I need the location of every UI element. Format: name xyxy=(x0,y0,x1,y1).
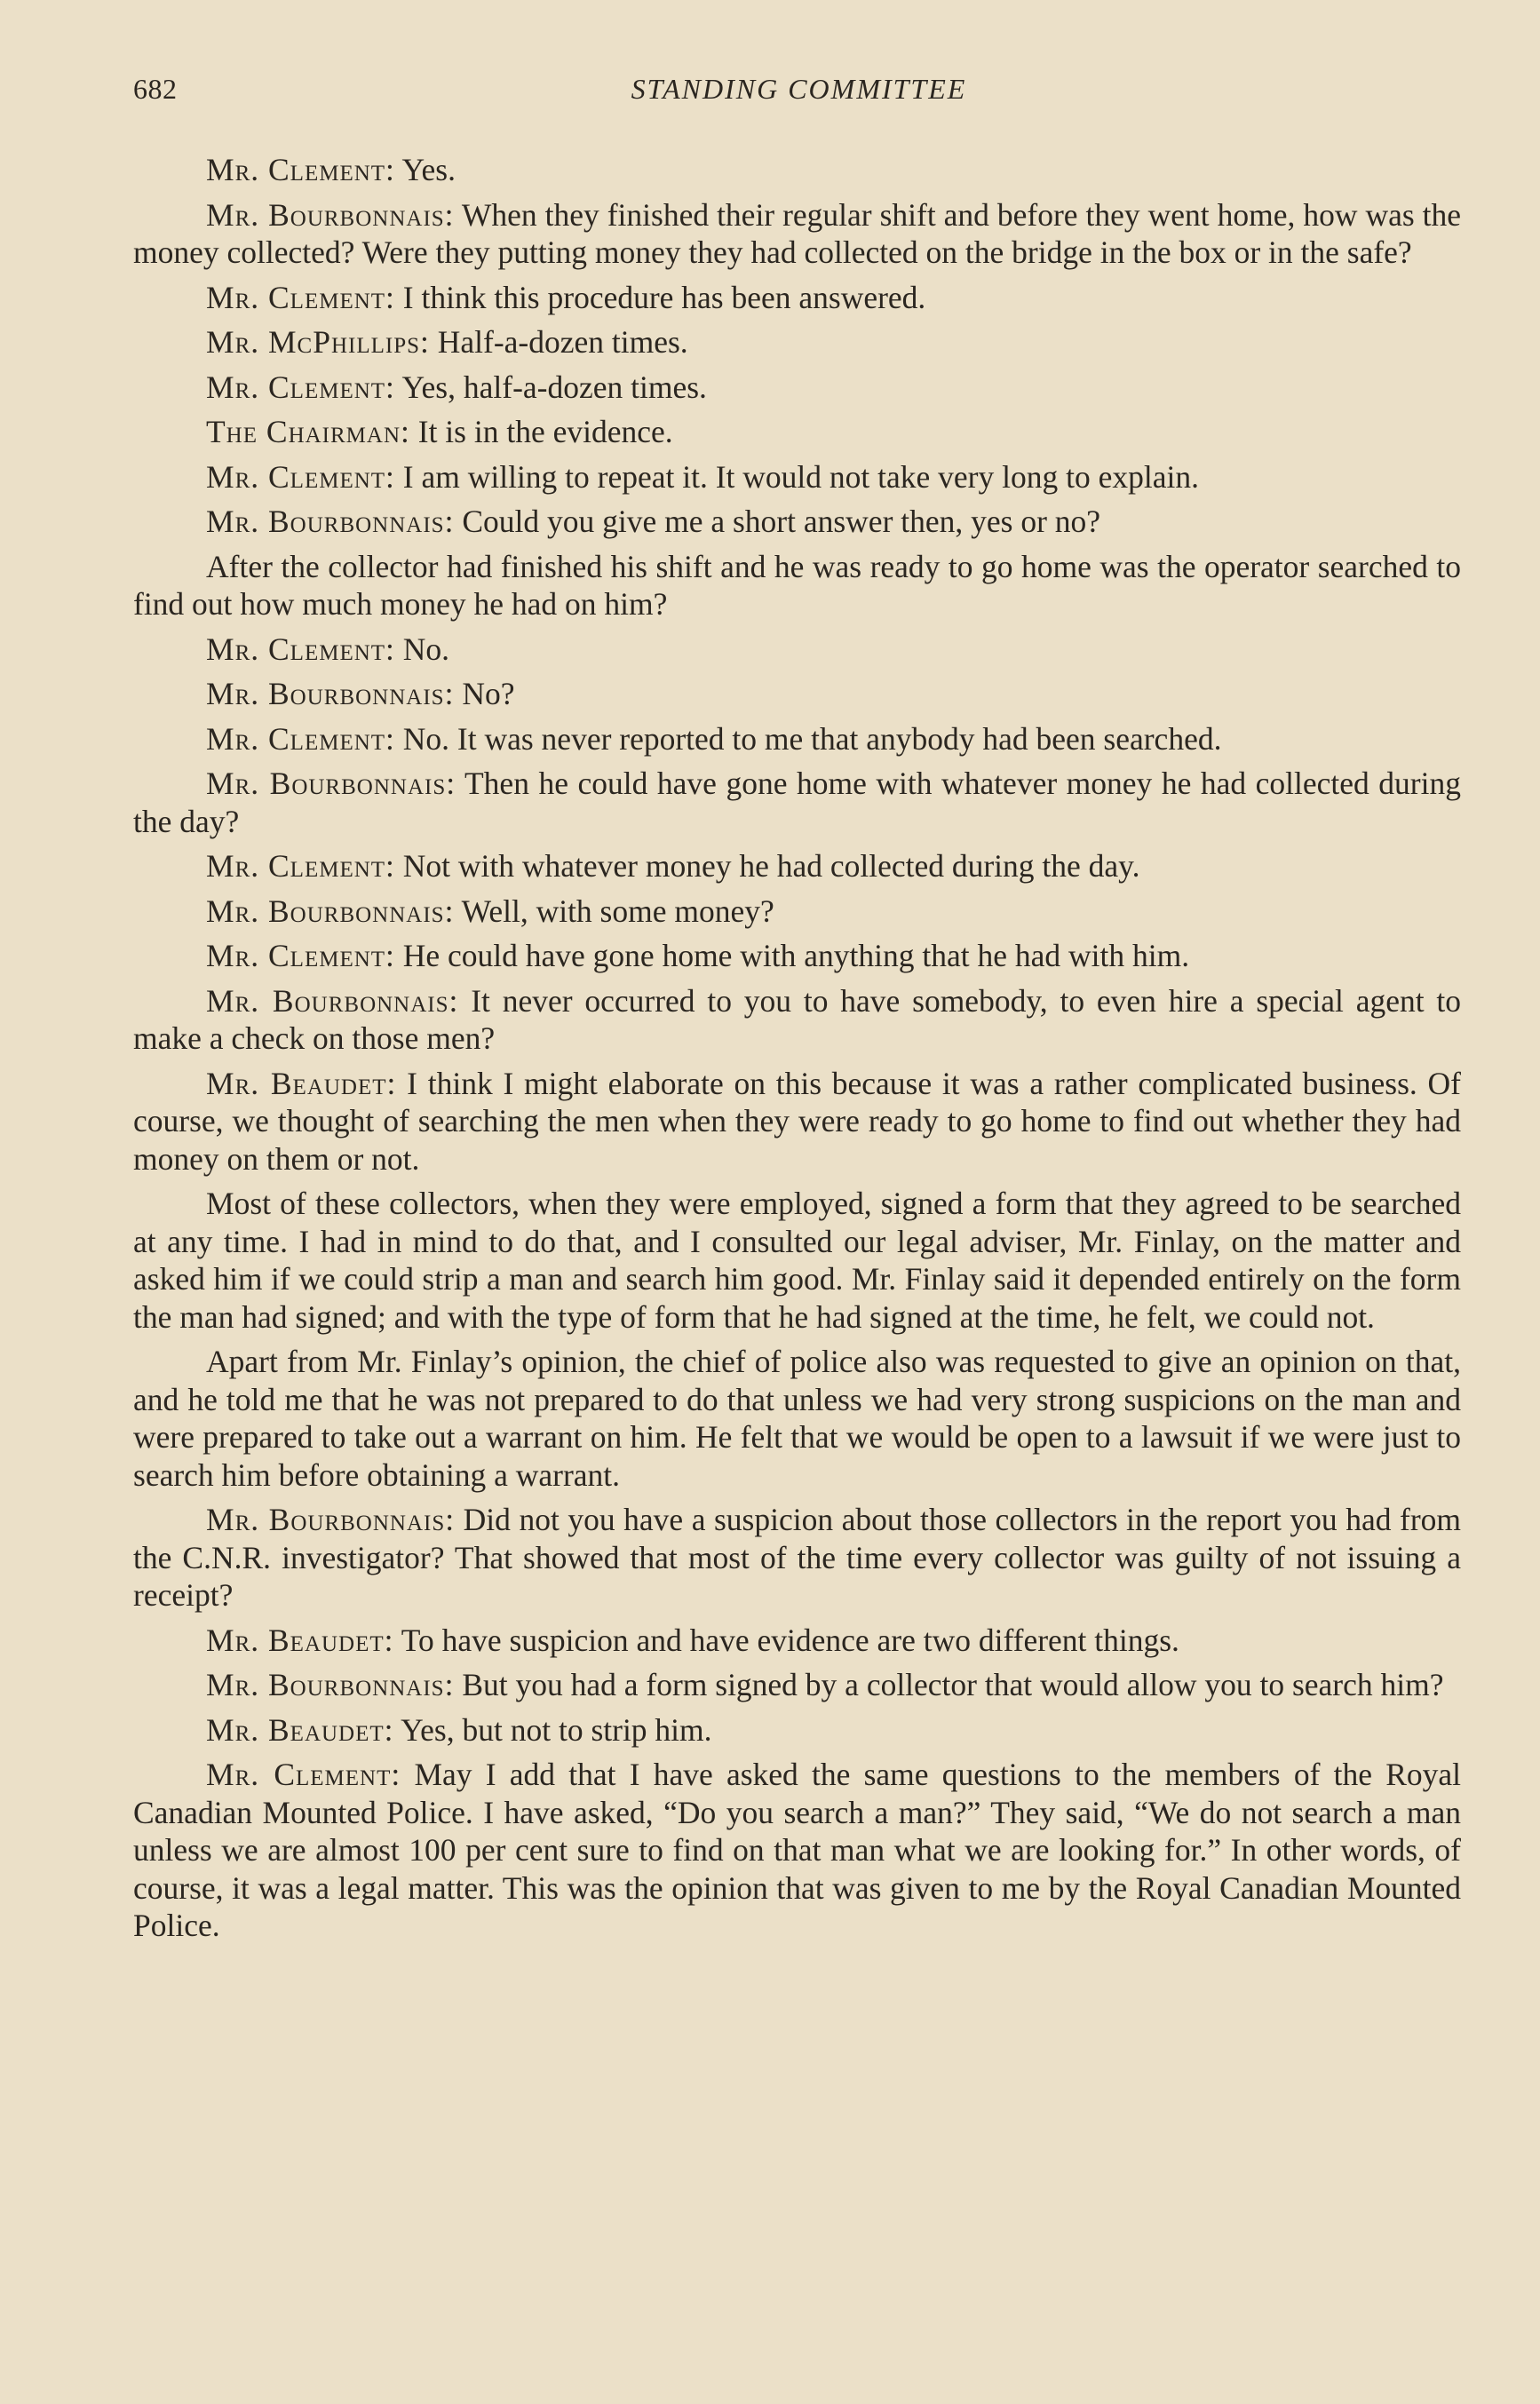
speaker-label: Mr. Bourbonnais: xyxy=(206,982,459,1019)
speaker-label: Mr. Clement: xyxy=(206,152,395,187)
paragraph xyxy=(133,893,1461,931)
speaker-label: Mr. Clement: xyxy=(206,279,395,315)
paragraph-text: Then he could have gone home with whatever money he had collected during the day? xyxy=(133,766,1461,839)
speaker-label: Mr. Bourbonnais: xyxy=(206,1502,456,1537)
speaker-label: Mr. Bourbonnais: xyxy=(206,504,455,539)
speaker-label: Mr. Clement: xyxy=(206,458,395,495)
paragraph-text: Yes, but not to strip him. xyxy=(401,1711,712,1748)
paragraph-text: It is in the evidence. xyxy=(417,414,673,449)
paragraph-text: Did not you have a suspicion about those collectors in the report you had from the C.N.R. investigator? That showed that most of the time every collector was guilty of not issuing a receipt? xyxy=(133,1502,1462,1613)
paragraph xyxy=(133,1343,1461,1494)
paragraph xyxy=(133,720,1461,758)
paragraph xyxy=(133,1065,1461,1178)
paragraph xyxy=(133,548,1461,623)
paragraph xyxy=(133,847,1461,885)
speaker-label: Mr. Bourbonnais: xyxy=(206,893,455,929)
paragraph-text: No. It was never reported to me that anybody had been searched. xyxy=(402,720,1222,757)
speaker-label: Mr. Beaudet: xyxy=(206,1065,397,1101)
paragraph xyxy=(133,937,1461,975)
paragraph-text: Yes, half-a-dozen times. xyxy=(401,369,707,405)
paragraph xyxy=(133,1711,1461,1749)
speaker-label: Mr. Bourbonnais: xyxy=(206,196,455,233)
speaker-label: Mr. Beaudet: xyxy=(206,1711,394,1748)
paragraph-text: Yes. xyxy=(401,152,456,187)
speaker-label: The Chairman: xyxy=(206,414,410,449)
running-title: STANDING COMMITTEE xyxy=(631,73,967,105)
paragraph-text: No. xyxy=(402,631,450,667)
paragraph-text: Apart from Mr. Finlay’s opinion, the chief of police also was requested to give an opinion on that, and he told me that he was not prepared to do that unless we had very strong suspicions on the man and were prepared to take out a warrant on him. He felt that we would be open to a lawsuit if we were just to search him before obtaining a warrant. xyxy=(133,1344,1461,1493)
speaker-label: Mr. Bourbonnais: xyxy=(206,766,456,801)
paragraph-text: Not with whatever money he had collected during the day. xyxy=(402,848,1140,884)
paragraph-text: I think this procedure has been answered. xyxy=(402,279,926,315)
paragraph-text: When they finished their regular shift and before they went home, how was the money collected? Were they putting money they had collected on the bridge in the box or in the safe? xyxy=(133,196,1462,270)
paragraph xyxy=(133,1622,1461,1660)
speaker-label: Mr. Bourbonnais: xyxy=(206,1667,455,1702)
paragraph-text: Could you give me a short answer then, yes or no? xyxy=(462,504,1101,539)
speaker-label: Mr. Clement: xyxy=(206,1757,401,1792)
paragraph-text: May I add that I have asked the same questions to the members of the Royal Canadian Mounted Police. I have asked, “Do you search a man?” They said, “We do not search a man unless we are almost 100 per cent sure to find on that man what we are looking for.” In other words, of course, it was a legal matter. This was the opinion that was given to me by the Royal Canadian Mounted Police. xyxy=(133,1757,1461,1943)
paragraph xyxy=(133,196,1461,272)
paragraph xyxy=(133,675,1461,713)
paragraph-text: I think I might elaborate on this because it was a rather complicated business. Of course, we thought of searching the men when they were ready to go home to find out whether they had money on them or not. xyxy=(133,1065,1461,1177)
paragraph xyxy=(133,279,1461,317)
paragraph xyxy=(133,1185,1461,1336)
running-head xyxy=(133,73,1465,119)
paragraph xyxy=(133,982,1461,1058)
paragraph xyxy=(133,1501,1461,1615)
paragraph-text: After the collector had finished his shift and he was ready to go home was the operator searched to find out how much money he had on him? xyxy=(133,548,1461,622)
paragraph xyxy=(133,369,1461,407)
paragraph xyxy=(133,631,1461,669)
speaker-label: Mr. McPhillips: xyxy=(206,324,430,360)
paragraph-text: To have suspicion and have evidence are two different things. xyxy=(401,1622,1179,1658)
paragraph-text: He could have gone home with anything that he had with him. xyxy=(402,938,1190,973)
paragraph-text: It never occurred to you to have somebody, to even hire a special agent to make a check on those men? xyxy=(133,982,1462,1056)
speaker-label: Mr. Clement: xyxy=(206,369,395,405)
paragraph xyxy=(133,323,1461,361)
paragraph xyxy=(133,1756,1461,1945)
paragraph-text: I am willing to repeat it. It would not take very long to explain. xyxy=(402,458,1199,495)
paragraph-text: But you had a form signed by a collector that would allow you to search him? xyxy=(462,1667,1444,1702)
paragraph xyxy=(133,1666,1461,1704)
speaker-label: Mr. Clement: xyxy=(206,938,395,973)
transcript-body xyxy=(133,151,1461,1945)
paragraph xyxy=(133,413,1461,451)
paragraph-text: Most of these collectors, when they were employed, signed a form that they agreed to be searched at any time. I had in mind to do that, and I consulted our legal adviser, Mr. Finlay, on the matter and asked him if we could strip a man and search him good. Mr. Finlay said it depended entirely on the form the man had signed; and with the type of form that he had signed at the time, he felt, we could not. xyxy=(133,1186,1461,1335)
speaker-label: Mr. Clement: xyxy=(206,631,395,667)
speaker-label: Mr. Beaudet: xyxy=(206,1622,394,1658)
speaker-label: Mr. Clement: xyxy=(206,848,395,884)
paragraph-text: Half-a-dozen times. xyxy=(437,324,688,360)
paragraph xyxy=(133,151,1461,189)
speaker-label: Mr. Bourbonnais: xyxy=(206,676,455,711)
paragraph xyxy=(133,458,1461,496)
paragraph-text: Well, with some money? xyxy=(461,893,774,929)
paragraph xyxy=(133,503,1461,541)
paragraph-text: No? xyxy=(462,676,515,711)
paragraph xyxy=(133,765,1461,840)
speaker-label: Mr. Clement: xyxy=(206,720,395,757)
page-number: 682 xyxy=(133,73,178,105)
